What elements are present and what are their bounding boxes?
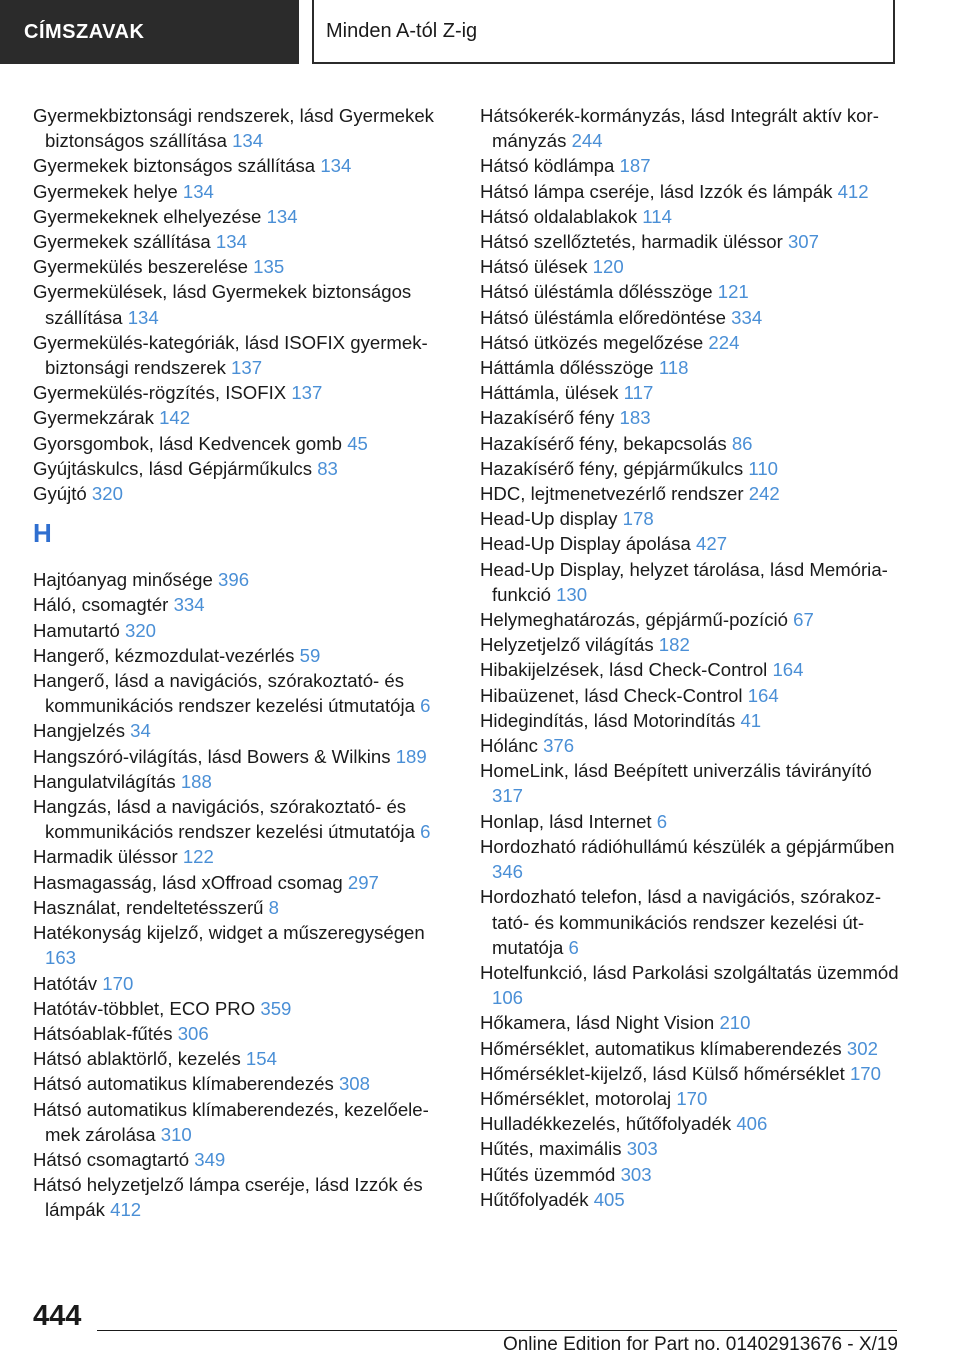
page-reference-link[interactable]: 6 <box>420 695 431 717</box>
index-term: Gyújtó <box>33 483 87 505</box>
index-term: Hasmagasság, lásd xOffroad csomag <box>33 871 343 893</box>
index-entry <box>480 1136 900 1161</box>
page-reference-link[interactable]: 6 <box>656 810 668 832</box>
index-entry <box>480 1010 900 1035</box>
page-reference-link[interactable]: 412 <box>837 180 869 202</box>
index-entry <box>33 1147 443 1172</box>
page-reference-link[interactable]: 164 <box>772 659 804 681</box>
page-reference-link[interactable]: 134 <box>320 155 352 177</box>
page-reference-link[interactable]: 334 <box>173 594 205 616</box>
page-reference-link[interactable]: 346 <box>492 861 524 883</box>
page-reference-link[interactable]: 137 <box>231 357 263 379</box>
index-term: Helyzetjelző világítás <box>480 634 654 656</box>
index-term: Hőmérséklet, motorolaj <box>480 1087 672 1109</box>
index-term: Hatótáv-többlet, ECO PRO <box>33 997 256 1019</box>
edition-text: Online Edition for Part no. 01402913676 - X/19 <box>502 1334 898 1355</box>
index-term: Gyermekülés beszerelése <box>33 256 248 278</box>
page-reference-link[interactable]: 224 <box>708 331 740 353</box>
index-entry <box>33 279 443 329</box>
page-reference-link[interactable]: 106 <box>492 987 524 1009</box>
page-reference-link[interactable]: 134 <box>215 231 247 253</box>
page-reference-link[interactable]: 412 <box>110 1199 142 1221</box>
page-reference-link[interactable]: 34 <box>130 720 151 742</box>
index-entry <box>33 431 443 456</box>
index-term: Hólánc <box>480 735 538 757</box>
index-entry <box>480 809 900 834</box>
page-reference-link[interactable]: 134 <box>266 205 298 227</box>
index-group-g <box>33 103 443 506</box>
index-entry <box>480 607 900 632</box>
index-term: Hatótáv <box>33 972 98 994</box>
page-reference-link[interactable]: 376 <box>543 735 575 757</box>
index-entry <box>480 632 900 657</box>
index-entry <box>33 769 443 794</box>
index-entry <box>33 895 443 920</box>
page-reference-link[interactable]: 117 <box>623 382 654 404</box>
index-term: Hűtés, maximális <box>480 1138 622 1160</box>
index-term: Hibakijelzések, lásd Check-Control <box>480 659 768 681</box>
page-reference-link[interactable]: 303 <box>620 1163 652 1185</box>
index-term: Hotelfunkció, lásd Parkolási szolgáltatás üzemmód <box>480 961 899 983</box>
index-term: Háttámla dőlésszöge <box>480 357 654 379</box>
page-reference-link[interactable]: 137 <box>291 382 323 404</box>
index-entry <box>33 204 443 229</box>
page-reference-link[interactable]: 307 <box>787 231 819 253</box>
index-term: Hátsó ködlámpa <box>480 155 615 177</box>
index-term: Honlap, lásd Internet <box>480 810 652 832</box>
index-term: Hangszóró-világítás, lásd Bowers & Wilkins <box>33 745 391 767</box>
section-tab[interactable] <box>0 0 299 64</box>
page-reference-link[interactable]: 142 <box>159 407 191 429</box>
index-entry <box>480 657 900 682</box>
index-term: HDC, lejtmenetvezérlő rendszer <box>480 483 744 505</box>
index-term: Hátsó szellőztetés, harmadik üléssor <box>480 231 783 253</box>
index-entry <box>480 405 900 430</box>
index-entry <box>33 996 443 1021</box>
page-reference-link[interactable]: 406 <box>736 1113 768 1135</box>
index-term: Hazakísérő fény, bekapcsolás <box>480 432 727 454</box>
index-entry <box>480 1086 900 1111</box>
index-term: Gyermekek helye <box>33 180 178 202</box>
page-reference-link[interactable]: 183 <box>619 407 651 429</box>
page-reference-link[interactable]: 45 <box>347 432 368 454</box>
index-entry <box>33 844 443 869</box>
page-reference-link[interactable]: 121 <box>717 281 749 303</box>
index-group-h <box>33 567 443 1222</box>
index-entry <box>480 683 900 708</box>
index-term: Háló, csomagtér <box>33 594 169 616</box>
index-term: Hordozható rádióhullámú készülék a gépjárműben <box>480 835 895 857</box>
page-reference-link[interactable]: 187 <box>619 155 651 177</box>
index-term: HomeLink, lásd Beépített univerzális távirányító <box>480 760 872 782</box>
page-reference-link[interactable]: 178 <box>622 508 654 530</box>
page-reference-link[interactable]: 210 <box>719 1012 751 1034</box>
index-term: Hűtőfolyadék <box>480 1188 589 1210</box>
index-entry <box>33 718 443 743</box>
index-term: Hazakísérő fény <box>480 407 615 429</box>
index-column-left <box>33 103 443 1223</box>
index-entry <box>33 618 443 643</box>
index-term: Hangulatvilágítás <box>33 770 176 792</box>
index-term: Hátsó helyzetjelző lámpa cseréje, lásd Izzók és lámpák <box>33 1174 423 1221</box>
index-entry <box>480 456 900 481</box>
page-reference-link[interactable]: 59 <box>299 644 321 666</box>
index-term: Használat, rendeltetésszerű <box>33 896 264 918</box>
page-reference-link[interactable]: 320 <box>91 483 123 505</box>
page-reference-link[interactable]: 154 <box>245 1048 277 1070</box>
page-subtitle <box>312 0 895 64</box>
index-entry <box>480 431 900 456</box>
index-term: Hátsó lámpa cseréje, lásd Izzók és lámpák <box>480 180 833 202</box>
index-term: Helymeghatározás, gépjármű-pozíció <box>480 609 788 631</box>
index-term: Hangerő, lásd a navigációs, szórakoztató- és kommunikációs rendszer kezelési útmutatója <box>33 670 415 717</box>
page-reference-link[interactable]: 163 <box>45 947 77 969</box>
index-term: Gyermekek szállítása <box>33 231 211 253</box>
index-entry <box>33 668 443 718</box>
index-entry <box>33 794 443 844</box>
page-reference-link[interactable]: 134 <box>182 180 214 202</box>
index-entry <box>480 1162 900 1187</box>
page-reference-link[interactable]: 334 <box>731 306 763 328</box>
index-term: Hamutartó <box>33 619 120 641</box>
index-entry <box>33 971 443 996</box>
index-entry <box>33 1046 443 1071</box>
index-term: Hangjelzés <box>33 720 125 742</box>
index-entry <box>480 1111 900 1136</box>
index-entry <box>33 1172 443 1222</box>
index-term: Hátsó üléstámla előredöntése <box>480 306 726 328</box>
index-group-h-continued <box>480 103 900 1212</box>
index-term: Hőmérséklet, automatikus klímaberendezés <box>480 1037 842 1059</box>
page-reference-link[interactable]: 118 <box>658 357 689 379</box>
index-entry <box>480 884 900 960</box>
index-entry <box>480 380 900 405</box>
index-term: Gyermekülés-kategóriák, lásd ISOFIX gyermekbiztonsági rendszerek <box>33 331 428 379</box>
page-reference-link[interactable]: 302 <box>846 1037 878 1059</box>
page-reference-link[interactable]: 310 <box>160 1123 192 1145</box>
page-reference-link[interactable]: 405 <box>593 1188 625 1210</box>
index-entry <box>33 330 443 380</box>
index-entry <box>480 758 900 808</box>
index-entry <box>480 103 900 153</box>
page-reference-link[interactable]: 306 <box>177 1022 209 1044</box>
index-entry <box>480 254 900 279</box>
page-reference-link[interactable]: 83 <box>317 457 338 479</box>
index-term: Hátsó automatikus klímaberendezés, kezelőelemek zárolása <box>33 1098 429 1145</box>
index-entry <box>480 1036 900 1061</box>
page-reference-link[interactable]: 244 <box>571 130 603 152</box>
index-term: Hordozható telefon, lásd a navigációs, szórakoztató- és kommunikációs rendszer kezelési útmutatója <box>480 886 882 958</box>
page-subtitle-label: Minden A-tól Z-ig <box>326 19 478 42</box>
index-entry <box>480 153 900 178</box>
index-term: Hőkamera, lásd Night Vision <box>480 1012 715 1034</box>
index-term: Hatékonyság kijelző, widget a műszeregységen <box>33 922 425 944</box>
page-reference-link[interactable]: 182 <box>658 634 690 656</box>
page-reference-link[interactable]: 41 <box>740 709 762 731</box>
index-term: Gyermekbiztonsági rendszerek, lásd Gyermekek biztonságos szállítása <box>33 105 434 152</box>
index-entry <box>33 229 443 254</box>
page-reference-link[interactable]: 8 <box>268 896 279 918</box>
index-entry <box>33 380 443 405</box>
index-entry <box>480 481 900 506</box>
index-term: Gyorsgombok, lásd Kedvencek gomb <box>33 432 343 454</box>
index-term: Hátsókerék-kormányzás, lásd Integrált aktív kormányzás <box>480 105 879 152</box>
index-term: Gyermekzárak <box>33 407 154 429</box>
page-reference-link[interactable]: 188 <box>180 770 212 792</box>
page-reference-link[interactable]: 427 <box>696 533 728 555</box>
index-column-right <box>480 103 900 1212</box>
page-reference-link[interactable]: 170 <box>676 1087 708 1109</box>
page-reference-link[interactable]: 396 <box>218 569 250 591</box>
index-entry <box>33 567 443 592</box>
index-term: Head-Up Display ápolása <box>480 533 691 555</box>
index-term: Hulladékkezelés, hűtőfolyadék <box>480 1113 732 1135</box>
index-term: Hidegindítás, lásd Motorindítás <box>480 709 736 731</box>
page-reference-link[interactable]: 320 <box>124 619 157 641</box>
index-term: Hibaüzenet, lásd Check-Control <box>480 684 743 706</box>
index-term: Head-Up display <box>480 508 618 530</box>
index-entry <box>480 708 900 733</box>
index-term: Hazakísérő fény, gépjárműkulcs <box>480 457 744 479</box>
index-term: Gyermekülések, lásd Gyermekek biztonságos szállítása <box>33 281 412 328</box>
index-entry <box>33 870 443 895</box>
index-term: Gyújtáskulcs, lásd Gépjárműkulcs <box>33 457 313 479</box>
page-reference-link[interactable]: 110 <box>748 457 779 479</box>
page-reference-link[interactable]: 67 <box>793 609 814 631</box>
page-reference-link[interactable]: 303 <box>626 1138 658 1160</box>
index-entry <box>480 204 900 229</box>
index-term: Hűtés üzemmód <box>480 1163 616 1185</box>
index-term: Hátsó ülések <box>480 256 588 278</box>
index-term: Hangzás, lásd a navigációs, szórakoztató- és kommunikációs rendszer kezelési útmutatója <box>33 796 415 843</box>
page-reference-link[interactable]: 134 <box>127 306 159 328</box>
index-entry <box>33 405 443 430</box>
index-term: Gyermekeknek elhelyezése <box>33 205 262 227</box>
page-reference-link[interactable]: 130 <box>556 583 588 605</box>
index-term: Hátsó ütközés megelőzése <box>480 331 704 353</box>
index-term: Háttámla, ülések <box>480 382 619 404</box>
index-entry <box>480 531 900 556</box>
page-reference-link[interactable]: 170 <box>102 972 134 994</box>
index-entry <box>33 1071 443 1096</box>
index-term: Hajtóanyag minősége <box>33 569 213 591</box>
index-term: Harmadik üléssor <box>33 846 178 868</box>
index-term: Gyermekek biztonságos szállítása <box>33 155 316 177</box>
index-term: Hátsóablak-fűtés <box>33 1022 173 1044</box>
index-term: Hátsó üléstámla dőlésszöge <box>480 281 713 303</box>
page-reference-link[interactable]: 349 <box>194 1148 226 1170</box>
index-entry <box>480 330 900 355</box>
index-entry <box>480 733 900 758</box>
page-reference-link[interactable]: 122 <box>182 846 214 868</box>
index-entry <box>33 1021 443 1046</box>
index-entry <box>33 456 443 481</box>
page-reference-link[interactable]: 6 <box>420 821 431 843</box>
index-entry <box>480 557 900 607</box>
index-entry <box>33 179 443 204</box>
index-entry <box>480 960 900 1010</box>
index-term: Head-Up Display, helyzet tárolása, lásd Memóriafunkció <box>480 558 888 605</box>
page-reference-link[interactable]: 135 <box>253 256 285 278</box>
index-entry <box>480 506 900 531</box>
index-term: Hátsó oldalablakok <box>480 205 638 227</box>
index-entry <box>33 744 443 769</box>
page-reference-link[interactable]: 359 <box>260 997 292 1019</box>
page-reference-link[interactable]: 134 <box>232 130 264 152</box>
page-reference-link[interactable]: 6 <box>568 936 579 958</box>
index-term: Hátsó ablaktörlő, kezelés <box>33 1048 241 1070</box>
page-reference-link[interactable]: 164 <box>747 684 779 706</box>
index-entry <box>480 229 900 254</box>
index-term: Hátsó automatikus klímaberendezés <box>33 1073 334 1095</box>
page-reference-link[interactable]: 170 <box>849 1062 881 1084</box>
index-entry <box>480 179 900 204</box>
index-entry <box>33 153 443 178</box>
section-letter-heading: H <box>33 518 52 549</box>
index-entry <box>33 481 443 506</box>
index-entry <box>33 592 443 617</box>
index-entry <box>33 254 443 279</box>
index-term: Gyermekülés-rögzítés, ISOFIX <box>33 382 287 404</box>
page-reference-link[interactable]: 86 <box>731 432 753 454</box>
page-reference-link[interactable]: 297 <box>347 871 379 893</box>
index-term: Hőmérséklet-kijelző, lásd Külső hőmérséklet <box>480 1062 845 1084</box>
index-entry <box>480 1187 900 1212</box>
index-entry <box>33 1097 443 1147</box>
page-reference-link[interactable]: 242 <box>748 483 780 505</box>
page-reference-link[interactable]: 308 <box>338 1073 370 1095</box>
index-entry <box>33 103 443 153</box>
index-entry <box>480 355 900 380</box>
footer-divider <box>97 1330 897 1331</box>
index-entry <box>480 1061 900 1086</box>
index-term: Hátsó csomagtartó <box>33 1148 190 1170</box>
page-reference-link[interactable]: 189 <box>395 745 427 767</box>
section-tab-label: CÍMSZAVAK <box>24 20 145 43</box>
index-entry <box>33 920 443 970</box>
page-reference-link[interactable]: 317 <box>492 785 524 807</box>
page-reference-link[interactable]: 114 <box>642 205 672 227</box>
index-entry <box>33 643 443 668</box>
index-entry <box>480 834 900 884</box>
page-number: 444 <box>33 1300 82 1332</box>
page-reference-link[interactable]: 120 <box>592 256 624 278</box>
index-entry <box>480 279 900 304</box>
index-entry <box>480 305 900 330</box>
index-term: Hangerő, kézmozdulat-vezérlés <box>33 644 295 666</box>
